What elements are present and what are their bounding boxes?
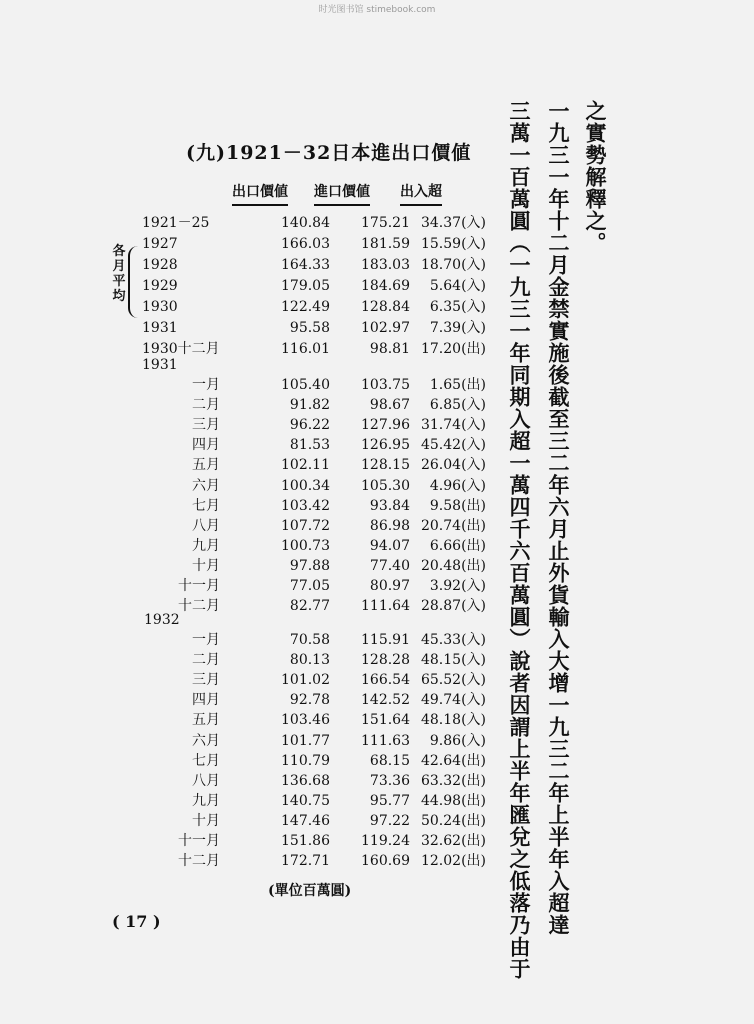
balance-value: 20.48(出): [420, 557, 486, 574]
row-label: 七月: [192, 497, 220, 514]
table-title: (九)1921－32日本進出口價値: [186, 142, 472, 164]
export-value: 136.68: [281, 772, 330, 789]
balance-value: 63.32(出): [420, 772, 486, 789]
row-label: 八月: [192, 772, 220, 789]
export-value: 100.73: [281, 537, 330, 554]
row-label: 1930十二月: [142, 341, 220, 357]
export-value: 110.79: [281, 752, 330, 769]
row-label: 十二月: [178, 853, 220, 870]
balance-value: 12.02(出): [420, 853, 486, 870]
import-value: 73.36: [369, 772, 410, 789]
average-brace: [128, 246, 138, 318]
import-value: 126.95: [361, 437, 410, 454]
balance-value: 34.37(入): [420, 215, 486, 231]
import-value: 98.81: [369, 341, 410, 357]
import-value: 111.63: [361, 732, 410, 749]
row-label: 七月: [192, 752, 220, 769]
export-value: 164.33: [281, 257, 330, 273]
row-label: 1930: [142, 299, 178, 315]
row-label: 1929: [142, 278, 178, 294]
row-label: 1931: [142, 320, 178, 336]
row-label: 四月: [192, 437, 220, 454]
export-value: 140.84: [281, 215, 330, 231]
export-value: 96.22: [289, 417, 330, 434]
export-value: 82.77: [289, 598, 330, 615]
row-label: 1921－25: [142, 215, 210, 231]
import-value: 115.91: [361, 632, 410, 648]
import-value: 127.96: [361, 417, 410, 434]
import-value: 183.03: [361, 257, 410, 273]
row-label: 五月: [192, 712, 220, 729]
export-value: 105.40: [281, 377, 330, 393]
balance-value: 9.58(出): [429, 497, 486, 514]
watermark: 时光图书馆 stimebook.com: [318, 5, 436, 15]
export-value: 101.77: [281, 732, 330, 749]
page-number: ( 17 ): [112, 912, 161, 931]
export-value: 92.78: [289, 692, 330, 709]
export-value: 166.03: [281, 236, 330, 252]
balance-value: 50.24(出): [420, 812, 486, 829]
balance-value: 31.74(入): [420, 417, 486, 434]
import-value: 105.30: [361, 477, 410, 494]
balance-value: 32.62(出): [420, 833, 486, 849]
import-value: 93.84: [369, 497, 410, 514]
import-value: 128.15: [361, 457, 410, 474]
balance-value: 44.98(出): [420, 792, 486, 809]
export-value: 100.34: [281, 477, 330, 494]
import-value: 103.75: [361, 377, 410, 393]
row-label: 1928: [142, 257, 178, 273]
row-label: 三月: [192, 672, 220, 689]
balance-value: 6.66(出): [429, 537, 486, 554]
row-label: 六月: [192, 732, 220, 749]
import-value: 97.22: [369, 812, 410, 829]
export-value: 122.49: [281, 299, 330, 315]
import-value: 86.98: [369, 517, 410, 534]
export-value: 80.13: [289, 652, 330, 669]
import-value: 166.54: [361, 672, 410, 689]
balance-value: 18.70(入): [420, 257, 486, 273]
row-label: 二月: [192, 652, 220, 669]
row-label: 十一月: [178, 578, 220, 594]
import-value: 77.40: [369, 557, 410, 574]
import-value: 181.59: [361, 236, 410, 252]
balance-value: 65.52(入): [420, 672, 486, 689]
import-value: 102.97: [361, 320, 410, 336]
export-value: 172.71: [281, 853, 330, 870]
export-value: 97.88: [289, 557, 330, 574]
balance-value: 4.96(入): [429, 477, 486, 494]
export-value: 107.72: [281, 517, 330, 534]
vertical-text-line-2: 一九三一年十二月金禁實施後截至三二年六月止外貨輸入大增一九三二年上半年入超達: [546, 100, 571, 936]
import-value: 98.67: [369, 397, 410, 414]
import-value: 95.77: [369, 792, 410, 809]
balance-value: 48.18(入): [420, 712, 486, 729]
row-label: 二月: [192, 397, 220, 414]
balance-value: 26.04(入): [420, 457, 486, 474]
export-value: 70.58: [289, 632, 330, 648]
row-label: 十月: [192, 557, 220, 574]
export-value: 140.75: [281, 792, 330, 809]
row-label: 1927: [142, 236, 178, 252]
row-label: 1932: [144, 612, 180, 628]
export-value: 116.01: [281, 341, 330, 357]
import-value: 175.21: [361, 215, 410, 231]
row-label: 五月: [192, 457, 220, 474]
header-export: 出口價値: [232, 181, 288, 206]
export-value: 77.05: [289, 578, 330, 594]
row-label: 四月: [192, 692, 220, 709]
export-value: 81.53: [289, 437, 330, 454]
import-value: 111.64: [361, 598, 410, 615]
import-value: 142.52: [361, 692, 410, 709]
import-value: 160.69: [361, 853, 410, 870]
balance-value: 48.15(入): [420, 652, 486, 669]
import-value: 184.69: [361, 278, 410, 294]
balance-value: 5.64(入): [429, 278, 486, 294]
export-value: 103.42: [281, 497, 330, 514]
vertical-text-line-3: 三萬一百萬圓（一九三一年同期入超一萬四千六百萬圓）說者因謂上半年匯兌之低落乃由于: [507, 100, 532, 980]
header-import: 進口價値: [314, 181, 370, 206]
import-value: 128.28: [361, 652, 410, 669]
balance-value: 45.42(入): [420, 437, 486, 454]
row-label: 1931: [142, 357, 178, 373]
export-value: 179.05: [281, 278, 330, 294]
row-label: 十月: [192, 812, 220, 829]
balance-value: 6.35(入): [429, 299, 486, 315]
row-label: 九月: [192, 537, 220, 554]
balance-value: 42.64(出): [420, 752, 486, 769]
row-label: 八月: [192, 517, 220, 534]
row-label: 一月: [192, 377, 220, 393]
unit-note: (單位百萬圓): [268, 883, 352, 899]
balance-value: 20.74(出): [420, 517, 486, 534]
balance-value: 28.87(入): [420, 598, 486, 615]
row-label: 一月: [192, 632, 220, 648]
row-label: 九月: [192, 792, 220, 809]
export-value: 101.02: [281, 672, 330, 689]
balance-value: 9.86(入): [429, 732, 486, 749]
import-value: 119.24: [361, 833, 410, 849]
import-value: 80.97: [369, 578, 410, 594]
export-value: 102.11: [281, 457, 330, 474]
import-value: 94.07: [369, 537, 410, 554]
export-value: 95.58: [289, 320, 330, 336]
balance-value: 45.33(入): [420, 632, 486, 648]
import-value: 68.15: [369, 752, 410, 769]
row-label: 十一月: [178, 833, 220, 849]
balance-value: 49.74(入): [420, 692, 486, 709]
vertical-text-line-1: 之實勢解釋之。: [583, 100, 608, 254]
balance-value: 1.65(出): [429, 377, 486, 393]
export-value: 151.86: [281, 833, 330, 849]
export-value: 91.82: [289, 397, 330, 414]
balance-value: 6.85(入): [429, 397, 486, 414]
export-value: 103.46: [281, 712, 330, 729]
balance-value: 7.39(入): [429, 320, 486, 336]
balance-value: 15.59(入): [420, 236, 486, 252]
balance-value: 3.92(入): [429, 578, 486, 594]
balance-value: 17.20(出): [420, 341, 486, 357]
header-balance: 出入超: [400, 181, 442, 206]
import-value: 128.84: [361, 299, 410, 315]
import-value: 151.64: [361, 712, 410, 729]
row-label: 三月: [192, 417, 220, 434]
row-label: 十二月: [178, 598, 220, 615]
export-value: 147.46: [281, 812, 330, 829]
row-label: 六月: [192, 477, 220, 494]
monthly-average-label: 各月平均: [112, 244, 126, 304]
